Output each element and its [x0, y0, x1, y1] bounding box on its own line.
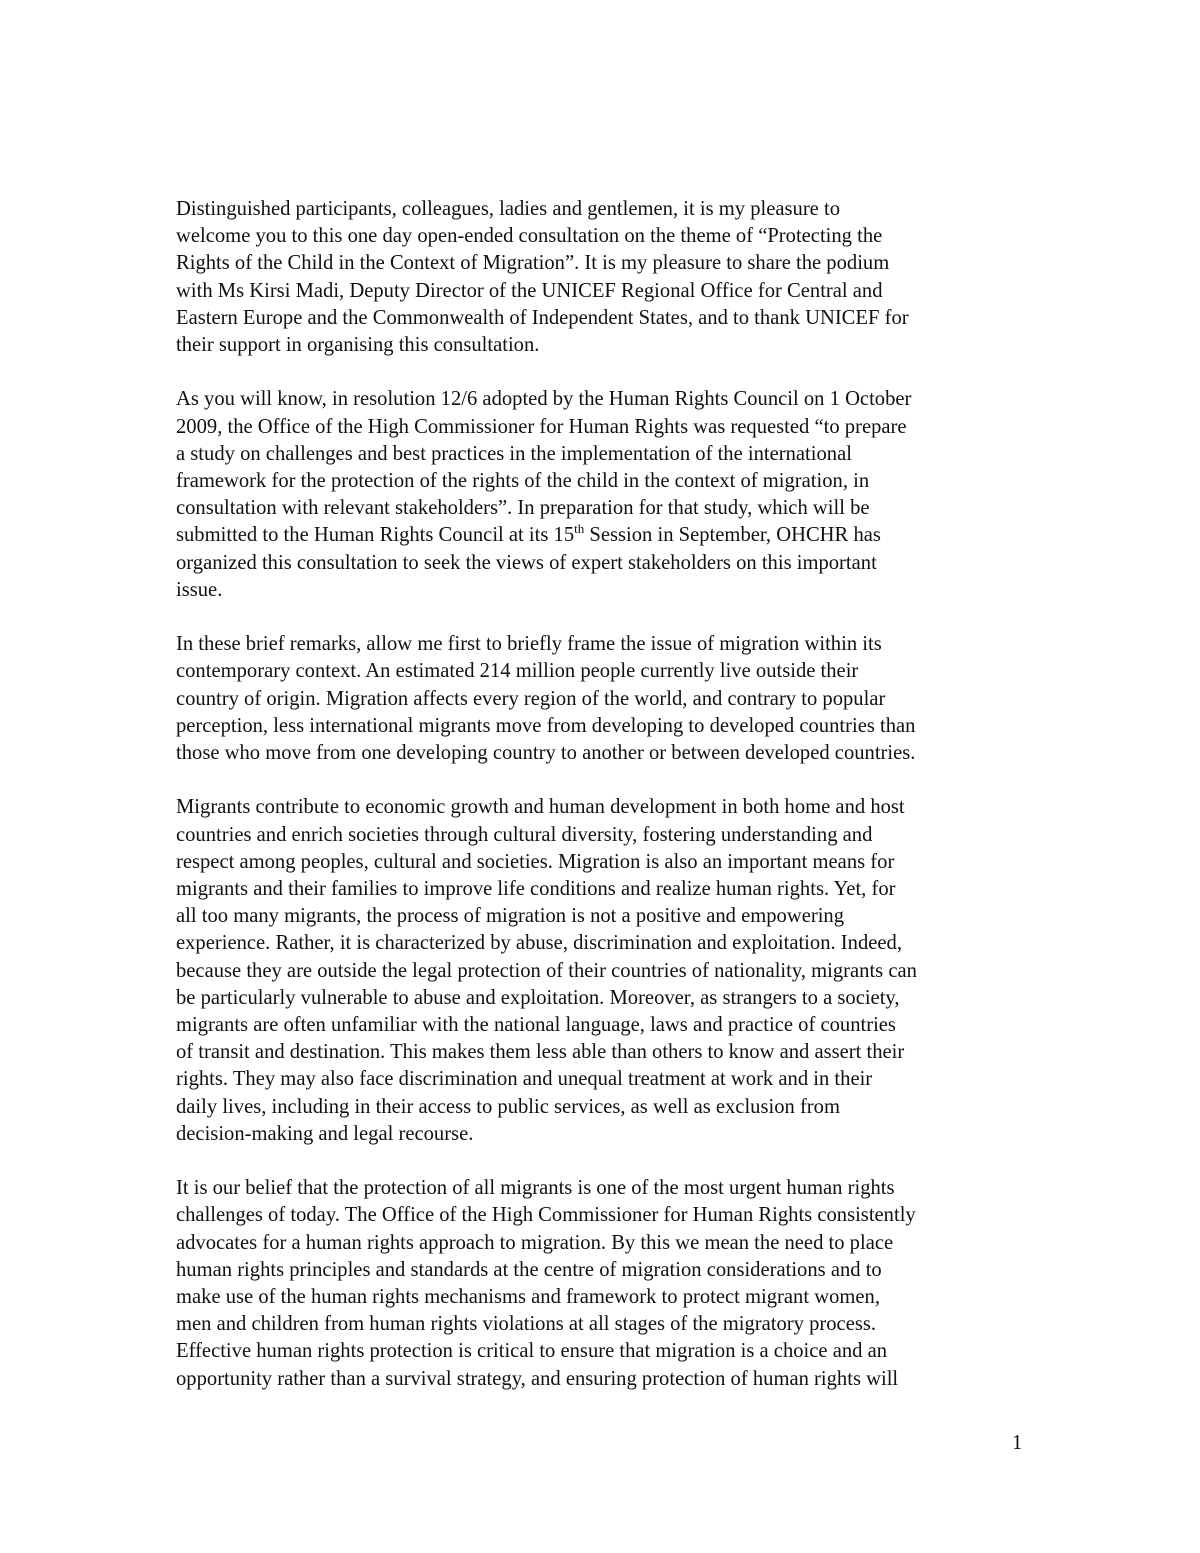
paragraph-contribution	[176, 794, 1026, 1148]
text-line: their support in organising this consultation.	[176, 334, 540, 357]
text-line: migrants are often unfamiliar with the national language, laws and practice of countries	[176, 1014, 896, 1037]
session-text-after: Session in September, OHCHR has	[584, 524, 881, 547]
page-number: 1	[1012, 1432, 1023, 1454]
text-line: challenges of today. The Office of the High Commissioner for Human Rights consistently	[176, 1204, 916, 1227]
text-line-session	[176, 522, 1026, 549]
text-line: contemporary context. An estimated 214 million people currently live outside their	[176, 660, 859, 683]
text-line: Rights of the Child in the Context of Migration”. It is my pleasure to share the podium	[176, 252, 890, 275]
paragraph-resolution	[176, 386, 1026, 604]
text-line: those who move from one developing country to another or between developed countries.	[176, 742, 916, 765]
text-line: country of origin. Migration affects every region of the world, and contrary to popular	[176, 687, 886, 710]
session-text-before: submitted to the Human Rights Council at its 15	[176, 524, 575, 547]
text-line: make use of the human rights mechanisms and framework to protect migrant women,	[176, 1286, 880, 1309]
text-line: all too many migrants, the process of migration is not a positive and empowering	[176, 905, 845, 928]
text-line: with Ms Kirsi Madi, Deputy Director of the UNICEF Regional Office for Central and	[176, 279, 883, 302]
document-body	[176, 196, 1026, 1420]
text-line: human rights principles and standards at the centre of migration considerations and to	[176, 1258, 882, 1281]
text-line: Distinguished participants, colleagues, ladies and gentlemen, it is my pleasure to	[176, 198, 840, 220]
text-line: decision-making and legal recourse.	[176, 1122, 474, 1145]
paragraph-welcome	[176, 196, 1026, 359]
text-line: a study on challenges and best practices in the implementation of the international	[176, 442, 852, 465]
text-line: daily lives, including in their access to public services, as well as exclusion from	[176, 1095, 840, 1118]
text-line: opportunity rather than a survival strategy, and ensuring protection of human rights will	[176, 1367, 899, 1390]
paragraph-belief	[176, 1175, 1026, 1393]
ordinal-superscript: th	[574, 521, 585, 537]
text-line: Migrants contribute to economic growth and human development in both home and host	[176, 796, 905, 819]
text-line: Effective human rights protection is critical to ensure that migration is a choice and an	[176, 1340, 888, 1363]
text-line: welcome you to this one day open-ended consultation on the theme of “Protecting the	[176, 225, 883, 248]
text-line: advocates for a human rights approach to migration. By this we mean the need to place	[176, 1231, 894, 1254]
paragraph-context	[176, 631, 1026, 767]
text-line: issue.	[176, 578, 223, 601]
text-line: because they are outside the legal protection of their countries of nationality, migrants can	[176, 959, 917, 982]
text-line: perception, less international migrants move from developing to developed countries than	[176, 714, 916, 737]
text-line: framework for the protection of the rights of the child in the context of migration, in	[176, 470, 870, 493]
text-line: Eastern Europe and the Commonwealth of Independent States, and to thank UNICEF for	[176, 306, 909, 329]
text-line: countries and enrich societies through cultural diversity, fostering understanding and	[176, 823, 873, 846]
text-line: As you will know, in resolution 12/6 adopted by the Human Rights Council on 1 October	[176, 388, 912, 411]
text-line: 2009, the Office of the High Commissioner for Human Rights was requested “to prepare	[176, 415, 907, 438]
text-line: migrants and their families to improve life conditions and realize human rights. Yet, for	[176, 878, 896, 901]
text-line: respect among peoples, cultural and societies. Migration is also an important means for	[176, 850, 895, 873]
text-line: consultation with relevant stakeholders”. In preparation for that study, which will be	[176, 497, 870, 520]
text-line: experience. Rather, it is characterized by abuse, discrimination and exploitation. Indeed,	[176, 932, 902, 955]
text-line: be particularly vulnerable to abuse and exploitation. Moreover, as strangers to a society,	[176, 986, 900, 1009]
text-line: In these brief remarks, allow me first to briefly frame the issue of migration within its	[176, 633, 882, 656]
text-line: of transit and destination. This makes them less able than others to know and assert their	[176, 1041, 905, 1064]
text-line: It is our belief that the protection of all migrants is one of the most urgent human rights	[176, 1177, 895, 1200]
text-line: organized this consultation to seek the views of expert stakeholders on this important	[176, 551, 877, 574]
text-line: men and children from human rights violations at all stages of the migratory process.	[176, 1313, 877, 1336]
text-line: rights. They may also face discrimination and unequal treatment at work and in their	[176, 1068, 873, 1091]
